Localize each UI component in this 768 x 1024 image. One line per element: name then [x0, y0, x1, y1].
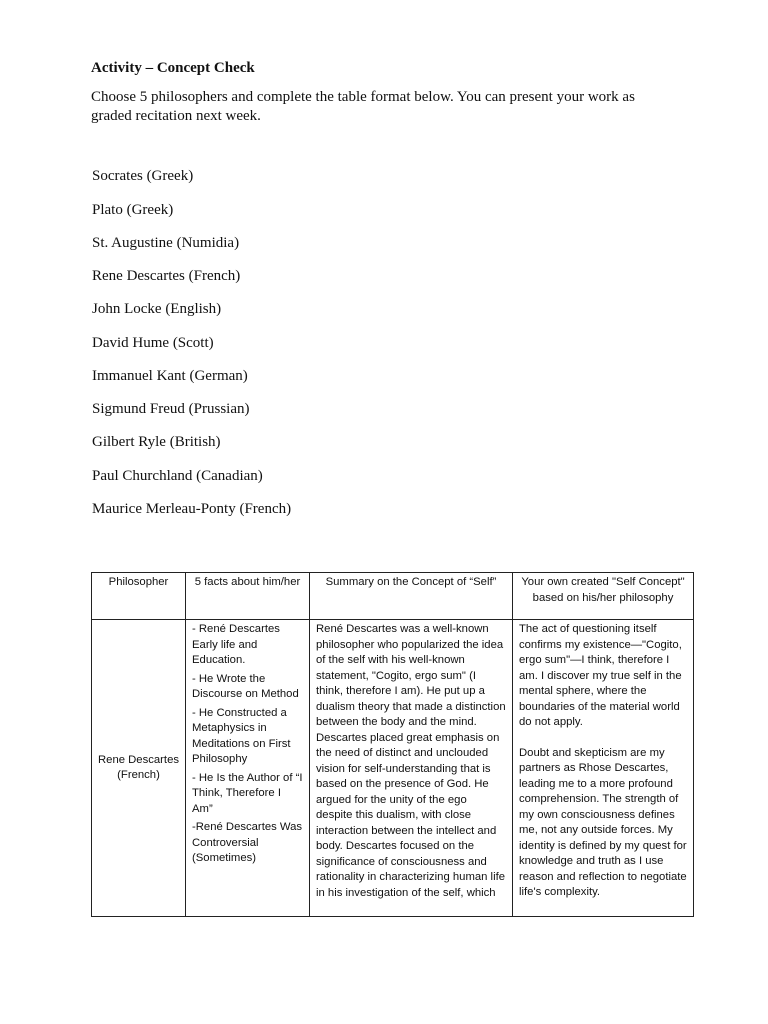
- own-concept-paragraph: The act of questioning itself confirms my existence—"Cogito, ergo sum"—I think, therefore I am. I discover my true self in the mental sphere, where the boundaries of the material world do not apply.: [519, 623, 682, 728]
- list-item: Gilbert Ryle (British): [92, 434, 221, 450]
- list-item: Maurice Merleau-Ponty (French): [92, 501, 292, 517]
- table-row: [92, 620, 694, 917]
- own-concept-paragraph: Doubt and skepticism are my partners as Rhose Descartes, leading me to a more profound comprehension. The strength of my own consciousness defines me, not any outside forces. My identity is defined by my quest for knowledge and truth as I use reason and reflection to negotiate life's complexity.: [519, 746, 687, 898]
- summary-cell: [310, 620, 513, 917]
- list-item: John Locke (English): [92, 301, 222, 317]
- column-header: Philosopher: [92, 573, 186, 620]
- activity-title: Activity – Concept Check: [91, 60, 255, 76]
- list-item: Socrates (Greek): [92, 168, 194, 184]
- activity-instructions: Choose 5 philosophers and complete the table format below. You can present your work as graded recitation next week.: [91, 89, 635, 124]
- summary-text: René Descartes was a well-known philosopher who popularized the idea of the self with his well-known statement, "Cogito, ergo sum" (I think, therefore I am). He put up a dualism theory that made a distinction between the body and the mind. Descartes placed great emphasis on the need of distinct and unclouded vision for self-understanding that is based on the presence of God. He argued for the unity of the ego despite this dualism, with close interaction between the intellect and body. Descartes focused on the significance of consciousness and rationality in characterizing human life in his investigation of the self, which: [316, 623, 506, 899]
- column-header: Summary on the Concept of “Self”: [310, 573, 513, 620]
- list-item: Rene Descartes (French): [92, 268, 241, 284]
- list-item: Plato (Greek): [92, 202, 174, 218]
- list-item: St. Augustine (Numidia): [92, 235, 240, 251]
- column-header: 5 facts about him/her: [186, 573, 310, 620]
- list-item: David Hume (Scott): [92, 335, 214, 351]
- philosopher-cell: Rene Descartes (French): [92, 620, 186, 917]
- column-header: Your own created "Self Concept" based on his/her philosophy: [513, 573, 694, 620]
- fact-item: - René Descartes Early life and Education.: [192, 623, 280, 666]
- fact-item: - He Constructed a Metaphysics in Meditations on First Philosophy: [192, 706, 291, 765]
- list-item: Sigmund Freud (Prussian): [92, 401, 250, 417]
- list-item: Immanuel Kant (German): [92, 368, 248, 384]
- table-header-row: [92, 573, 694, 620]
- facts-cell: [186, 620, 310, 917]
- own-concept-cell: [513, 620, 694, 917]
- fact-item: - He Wrote the Discourse on Method: [192, 672, 299, 700]
- fact-item: -René Descartes Was Controversial (Sometimes): [192, 821, 303, 864]
- concept-table: [91, 572, 694, 917]
- fact-item: - He Is the Author of “I Think, Therefore I Am”: [192, 771, 303, 815]
- list-item: Paul Churchland (Canadian): [92, 468, 263, 484]
